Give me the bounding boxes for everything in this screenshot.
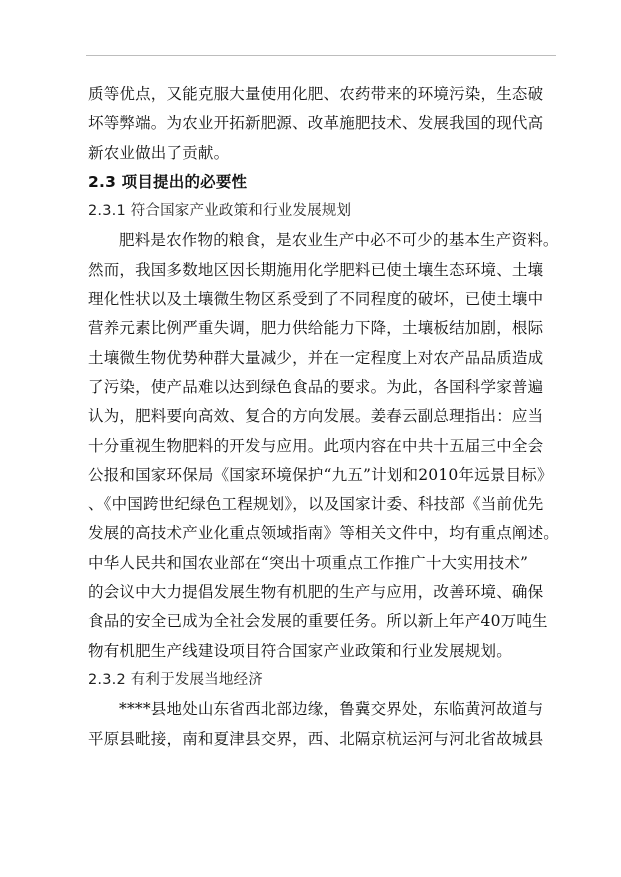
subsection-heading: 2.3.2 有利于发展当地经济	[88, 671, 264, 688]
paragraph-line: 理化性状以及土壤微生物区系受到了不同程度的破坏，已使土壤中	[88, 290, 544, 309]
paragraph-line: 物有机肥生产线建设项目符合国家产业政策和行业发展规划。	[88, 641, 512, 660]
paragraph-line: 质等优点，又能克服大量使用化肥、农药带来的环境污染，生态破	[88, 85, 544, 103]
paragraph-line: 十分重视生物肥料的开发与应用。此项内容在中共十五届三中全会	[88, 436, 544, 455]
paragraph-line: 、《中国跨世纪绿色工程规划》，以及国家计委、科技部《当前优先	[88, 495, 544, 514]
paragraph-line: ****县地处山东省西北部边缘，鲁冀交界处，东临黄河故道与	[119, 700, 544, 719]
paragraph-line: 营养元素比例严重失调，肥力供给能力下降，土壤板结加剧，根际	[88, 319, 544, 338]
paragraph-line: 了污染，使产品难以达到绿色食品的要求。为此，各国科学家普遍	[88, 377, 544, 396]
document-body	[88, 80, 558, 754]
paragraph-line: 发展的高技术产业化重点领域指南》等相关文件中，均有重点阐述。	[88, 524, 560, 543]
paragraph-line: 然而，我国多数地区因长期施用化学肥料已使土壤生态环境、土壤	[88, 260, 544, 279]
paragraph-line: 认为，肥料要向高效、复合的方向发展。姜春云副总理指出：应当	[88, 407, 544, 426]
paragraph-line: 中华人民共和国农业部在“突出十项重点工作推广十大实用技术”	[88, 553, 529, 572]
section-heading: 2.3 项目提出的必要性	[88, 172, 248, 191]
paragraph-line: 肥料是农作物的粮食，是农业生产中必不可少的基本生产资料。	[119, 231, 559, 250]
paragraph-line: 的会议中大力提倡发展生物有机肥的生产与应用，改善环境、确保	[88, 583, 544, 602]
paragraph-line: 坏等弊端。为农业开拓新肥源、改革施肥技术、发展我国的现代高	[88, 114, 544, 133]
paragraph-line: 新农业做出了贡献。	[88, 143, 230, 162]
header-rule	[86, 55, 556, 56]
paragraph-line: 公报和国家环保局《国家环境保护“九五”计划和2010年远景目标》	[88, 465, 553, 484]
subsection-heading: 2.3.1 符合国家产业政策和行业发展规划	[88, 203, 352, 220]
paragraph-line: 平原县毗接，南和夏津县交界，西、北隔京杭运河与河北省故城县	[88, 729, 544, 748]
paragraph-line: 土壤微生物优势种群大量减少，并在一定程度上对农产品品质造成	[88, 348, 544, 367]
paragraph-line: 食品的安全已成为全社会发展的重要任务。所以新上年产40万吨生	[88, 612, 548, 631]
